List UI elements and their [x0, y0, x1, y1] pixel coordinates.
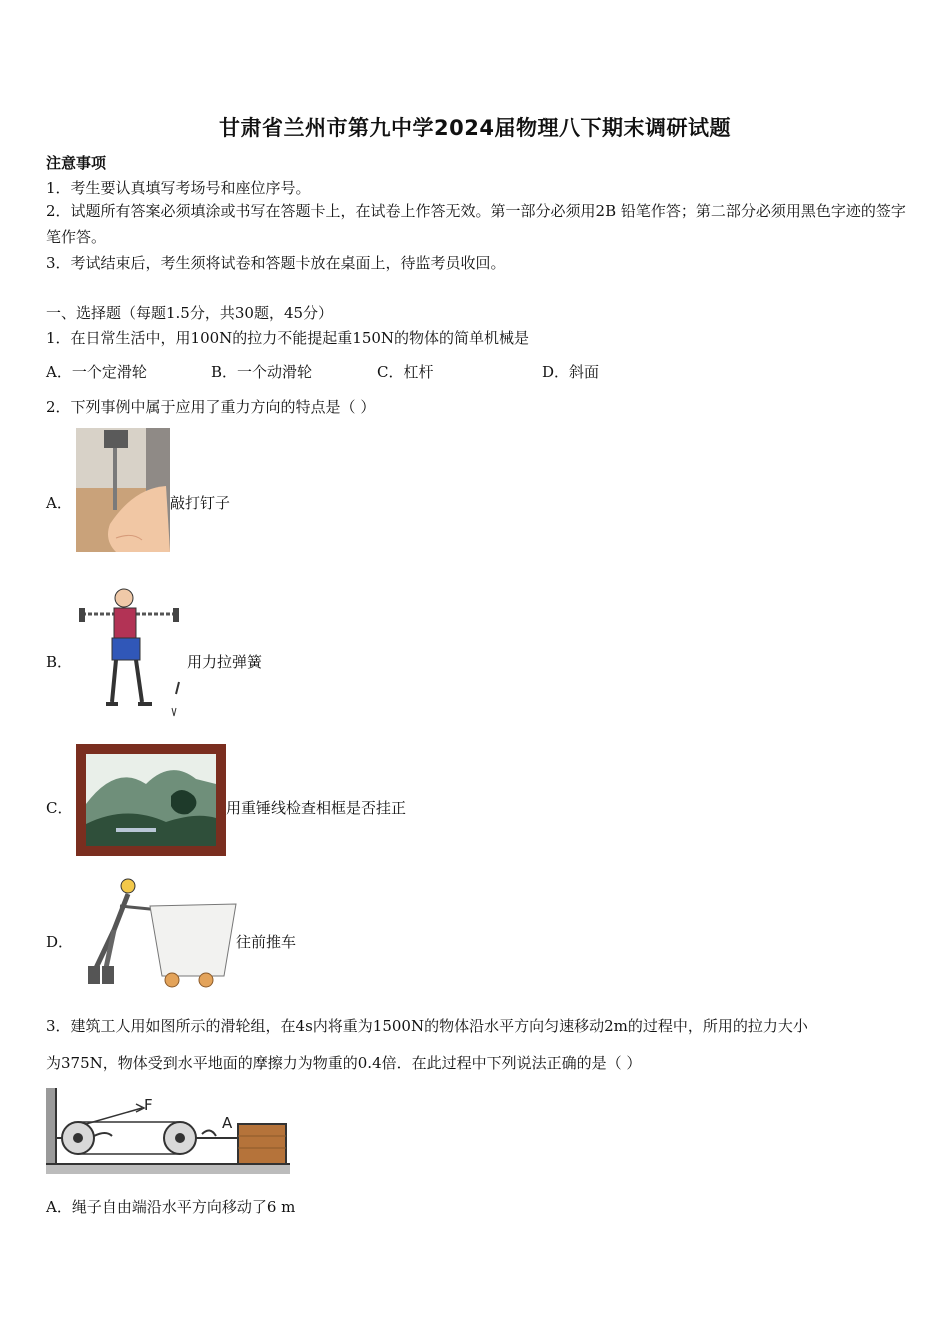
section-heading: 一、选择题（每题1.5分，共30题，45分）	[46, 304, 334, 322]
notice-item-1: 1．考生要认真填写考场号和座位序号。	[46, 179, 311, 197]
q3-option-a: A．绳子自由端沿水平方向移动了6 m	[46, 1198, 296, 1216]
q1-option-d: D．斜面	[542, 363, 600, 381]
q2-option-a-letter: A．	[46, 494, 72, 512]
q2-option-d-text: 往前推车	[236, 933, 297, 951]
q1-option-a: A．一个定滑轮	[46, 363, 147, 381]
spring-pull-drawing	[76, 586, 184, 718]
q2-option-b-letter: B．	[46, 653, 73, 671]
pulley-system-diagram	[46, 1088, 290, 1178]
push-cart-drawing	[76, 876, 238, 992]
q3-stem-line-1: 3．建筑工人用如图所示的滑轮组，在4s内将重为1500N的物体沿水平方向匀速移动2m的过程中，所用的拉力大小	[46, 1017, 808, 1035]
picture-frame-photo	[76, 744, 226, 856]
force-label: F	[144, 1096, 153, 1114]
point-a-label: A	[222, 1114, 233, 1132]
notice-heading: 注意事项	[46, 154, 107, 172]
q2-option-b-text: 用力拉弹簧	[187, 653, 263, 671]
notice-item-3: 3．考试结束后，考生须将试卷和答题卡放在桌面上，待监考员收回。	[46, 254, 506, 272]
q2-option-a-text: 敲打钉子	[170, 494, 231, 512]
q2-option-c-letter: C．	[46, 799, 73, 817]
q1-option-c: C．杠杆	[377, 363, 434, 381]
q3-stem-line-2: 为375N，物体受到水平地面的摩擦力为物重的0.4倍．在此过程中下列说法正确的是（ ）	[46, 1054, 642, 1072]
q1-stem: 1．在日常生活中，用100N的拉力不能提起重150N的物体的简单机械是	[46, 329, 530, 347]
page-title: 甘肃省兰州市第九中学2024届物理八下期末调研试题	[219, 116, 731, 140]
q2-stem: 2．下列事例中属于应用了重力方向的特点是（ ）	[46, 398, 376, 416]
q2-option-d-letter: D．	[46, 933, 74, 951]
q1-option-b: B．一个动滑轮	[211, 363, 313, 381]
q2-option-c-text: 用重锤线检查相框是否挂正	[226, 799, 407, 817]
hammer-nail-photo	[76, 428, 170, 552]
notice-item-2: 2．试题所有答案必须填涂或书写在答题卡上，在试卷上作答无效。第一部分必须用2B 铅笔作答；第二部分必须用黑色字迹的签字笔作答。	[46, 202, 906, 246]
